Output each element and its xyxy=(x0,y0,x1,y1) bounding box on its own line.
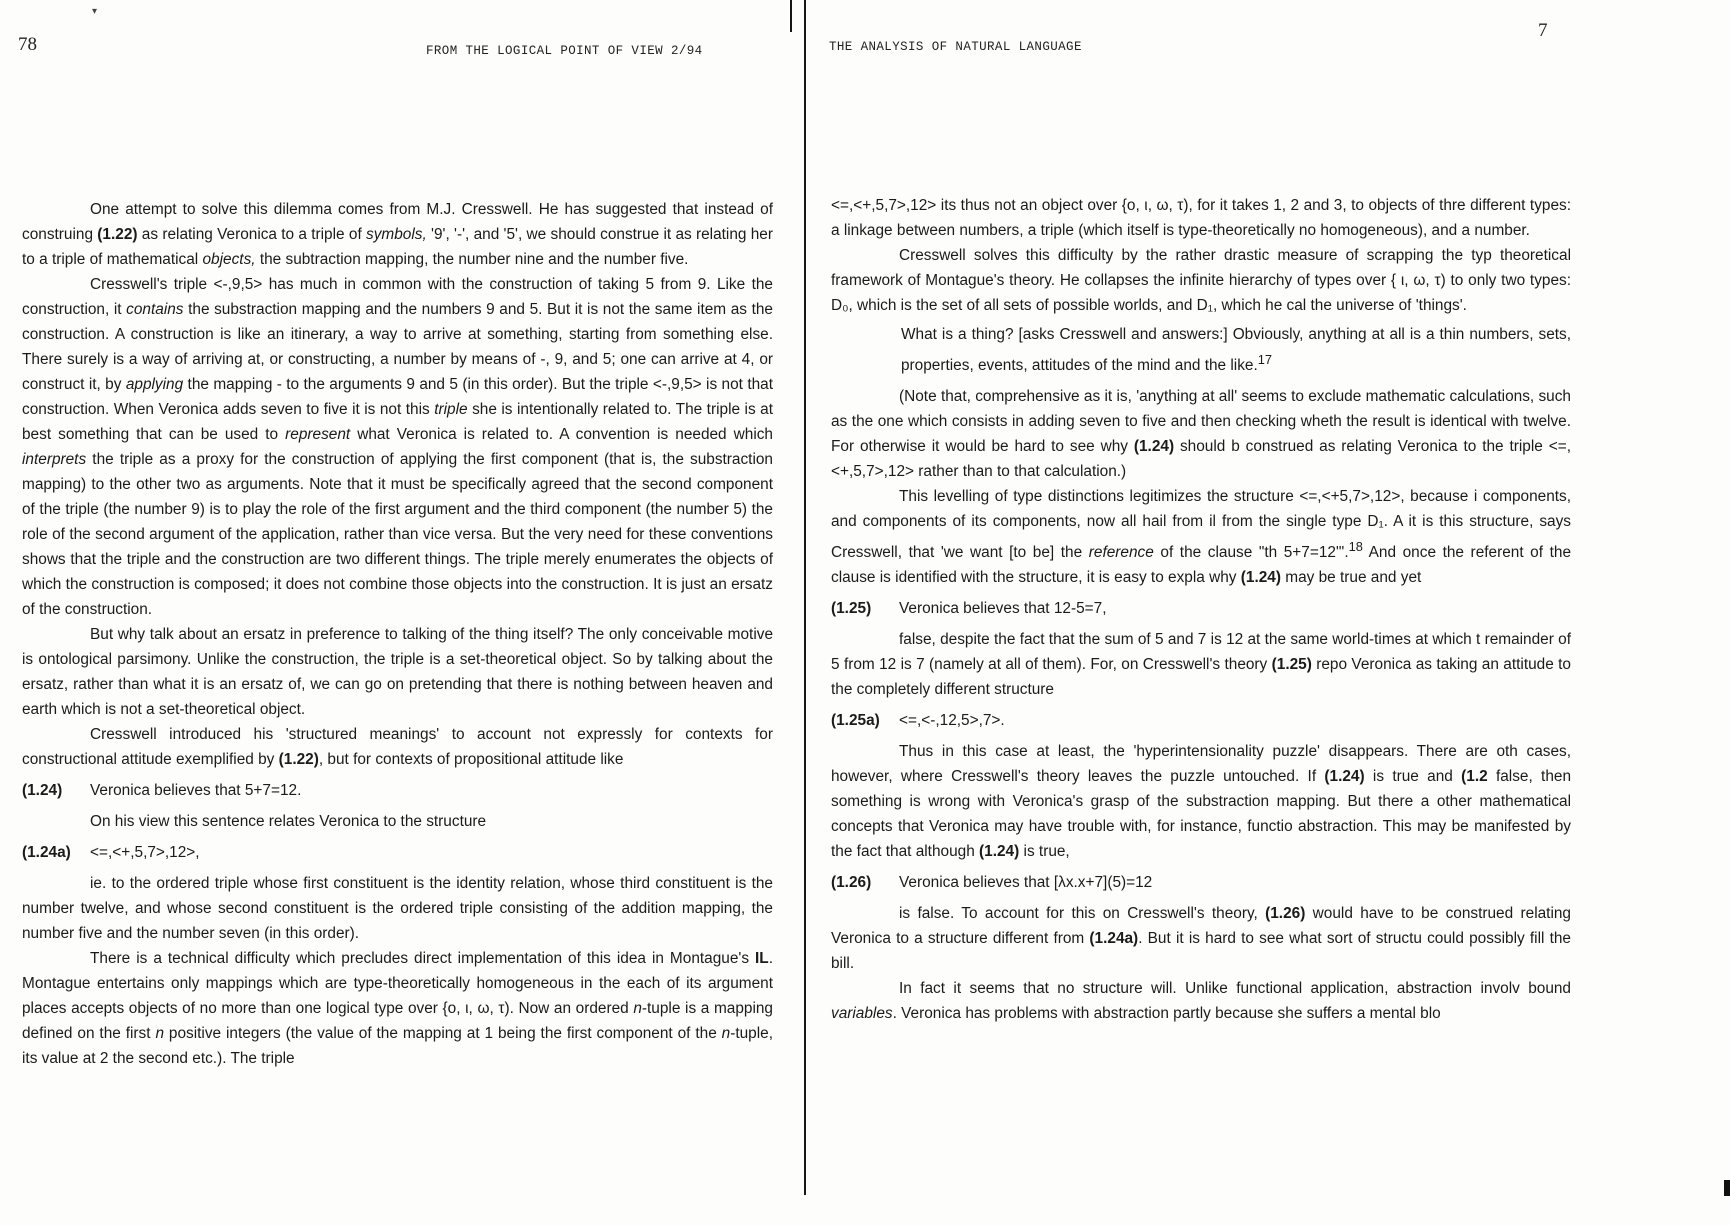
example-text: Veronica believes that 12-5=7, xyxy=(899,600,1107,618)
text-run: (1.25) xyxy=(1271,656,1312,674)
text-run: the subtraction mapping, the number nine and the number five. xyxy=(255,251,689,268)
paragraph xyxy=(831,901,1571,976)
example-label: (1.25) xyxy=(831,600,872,618)
running-head-right: THE ANALYSIS OF NATURAL LANGUAGE xyxy=(829,40,1082,54)
text-run: is false. To account for this on Cresswell's theory, xyxy=(899,905,1266,923)
text-run: In fact it seems that no structure will. Unlike functional application, abstraction involv bound xyxy=(899,980,1571,998)
text-run: One attempt to solve this dilemma comes from M.J. Cresswell. He has suggested that instead of construing xyxy=(22,201,773,243)
text-run: is true, xyxy=(1019,843,1070,861)
text-run: applying xyxy=(125,376,184,393)
paragraph xyxy=(22,197,773,272)
paragraph xyxy=(831,193,1571,243)
paragraph xyxy=(831,384,1571,484)
text-run: false, despite the fact that the sum of 5 and 7 is 12 at the same world-times at which t remainder of 5 from 12 is 7 (namely at all of them). For, on Cresswell's theory xyxy=(831,631,1571,674)
text-run: 18 xyxy=(1348,539,1363,555)
example-1-26 xyxy=(831,870,1571,895)
example-label: (1.25a) xyxy=(831,712,880,730)
text-run: (1.22) xyxy=(97,226,138,243)
text-run: variables xyxy=(831,1005,893,1023)
example-text: Veronica believes that 5+7=12. xyxy=(90,782,302,799)
paragraph xyxy=(22,871,773,946)
right-paragraphs-b xyxy=(831,384,1571,590)
text-run: contains xyxy=(126,301,184,318)
example-text: <=,<+,5,7>,12>, xyxy=(90,844,200,861)
left-paragraphs xyxy=(22,197,773,772)
text-run: -tuple, its value at 2 the second etc.). The triple xyxy=(22,1025,773,1067)
example-label: (1.26) xyxy=(831,874,872,892)
text-run: positive integers (the value of the mapping at 1 being the first component of the xyxy=(164,1025,722,1042)
running-head-left: FROM THE LOGICAL POINT OF VIEW 2/94 xyxy=(426,44,703,58)
paragraph xyxy=(22,272,773,622)
text-run: . Montague entertains only mappings which are type-theoretically homogeneous in the each of its argument places accepts objects of no more than one logical type over {ο, ι, ω, τ). Now an ordered xyxy=(22,950,773,1017)
paragraph xyxy=(831,627,1571,702)
right-body-text xyxy=(831,193,1571,1026)
block-quote xyxy=(901,322,1571,378)
paragraph xyxy=(22,946,773,1071)
continuation-text: On his view this sentence relates Veronica to the structure xyxy=(90,813,487,830)
left-page xyxy=(0,0,795,1225)
text-run: would have to be construed relating Veronica to a structure different from xyxy=(831,905,1571,948)
text-run: the mapping - to the arguments 9 and 5 (in this order). But the triple <-,9,5> is not that construction. When Veronica adds seven to five it is not this xyxy=(22,376,773,418)
text-run: (1.24) xyxy=(1240,569,1281,587)
text-run: Cresswell's triple <-,9,5> has much in common with the construction of taking 5 from 9. Like the construction, it xyxy=(22,276,773,318)
text-run: Thus in this case at least, the 'hyperintensionality puzzle' disappears. There are oth cases, however, where Cresswell's theory leaves the puzzle untouched. If xyxy=(831,743,1571,786)
text-run: . But it is hard to see what sort of structu could possibly fill the bill. xyxy=(831,930,1571,973)
text-run: This levelling of type distinctions legitimizes the structure <=,<+5,7>,12>, because i components, and components of its components, now all hail from il from the single type D₁. A it is this structure, says Cresswell, that 'we want [to be] the xyxy=(831,488,1571,562)
text-run: of the clause "th 5+7=12"'. xyxy=(1153,544,1349,562)
text-run: the substraction mapping and the numbers 9 and 5. But it is not the same item as the construction. A construction is like an itinerary, a way to arrive at something, starting from something else. There surely is a way of arriving at, or constructing, a number by means of -, 9, and 5; one can arrive at 4, or construct it, by xyxy=(22,301,773,393)
paragraph xyxy=(831,484,1571,590)
text-run: But why talk about an ersatz in preference to talking of the thing itself? The only conceivable motive is ontological parsimony. Unlike the construction, the triple is a set-theoretical object. So by talking about the ersatz, rather than what it is an ersatz of, we can go on pretending that there is nothing between heaven and earth which is not a set-theoretical object. xyxy=(22,626,773,718)
text-run: false, then something is wrong with Veronica's grasp of the substraction mapping. But there a other mathematical concepts that Veronica may have trouble with, for instance, functio abstraction. This may be manifested by the fact that although xyxy=(831,768,1572,861)
text-run: What is a thing? [asks Cresswell and answers:] Obviously, anything at all is a thin numbers, sets, properties, events, attitudes of the mind and the like. xyxy=(901,326,1571,375)
text-run: (1.24) xyxy=(1324,768,1365,786)
text-run: as relating Veronica to a triple of xyxy=(137,226,367,243)
text-run: should b construed as relating Veronica to the triple <=,<+,5,7>,12> rather than to that calculation.) xyxy=(831,438,1571,481)
example-1-24 xyxy=(22,778,773,803)
text-run: interprets xyxy=(22,451,87,468)
text-run: she is intentionally related to. The triple is at best something that can be used to xyxy=(22,401,773,443)
text-run: , but for contexts of propositional attitude like xyxy=(318,751,624,768)
example-1-25a xyxy=(831,708,1571,733)
text-run: (1.24a) xyxy=(1089,930,1139,948)
text-run: . Veronica has problems with abstraction partly because she suffers a mental blo xyxy=(892,1005,1441,1023)
text-run: -tuple is a mapping defined on the first xyxy=(22,1000,773,1042)
text-run: is true and xyxy=(1364,768,1462,786)
text-run: IL xyxy=(755,950,769,967)
example-text: Veronica believes that [λx.x+7](5)=12 xyxy=(899,874,1153,892)
text-run: n xyxy=(721,1025,731,1042)
example-label: (1.24a) xyxy=(22,844,71,861)
paragraph xyxy=(831,243,1571,318)
paragraph xyxy=(22,622,773,722)
text-run: the triple as a proxy for the construction of applying the first component (that is, the substraction mapping) to the other two as arguments. Note that it must be specifically agreed that the second component of the triple (the number 9) is to play the role of the first argument and the third component (the number 5) the role of the second argument of the application, rather than vice versa. But the very need for these conventions shows that the triple and the construction are two different things. The triple merely enumerates the objects of which the construction is composed; it does not combine those objects into the construction. It is just an ersatz of the construction. xyxy=(22,451,773,618)
left-body-text xyxy=(22,197,773,1071)
text-run: n xyxy=(155,1025,164,1042)
left-paragraphs-2 xyxy=(22,871,773,1071)
text-run: (1.2 xyxy=(1461,768,1488,786)
scan-mark: ▾ xyxy=(92,6,98,17)
paragraph xyxy=(831,739,1571,864)
text-run: (Note that, comprehensive as it is, 'anything at all' seems to exclude mathematic calculations, such as the one which consists in adding seven to five and then checking wheth the result is identical with twelve. For otherwise it would be hard to see why xyxy=(831,388,1571,456)
text-run: symbols, xyxy=(366,226,427,243)
text-run: what Veronica is related to. A convention is needed which xyxy=(350,426,773,443)
text-run: (1.24) xyxy=(1133,438,1175,456)
text-run: Cresswell solves this difficulty by the rather drastic measure of scrapping the typ theoretical framework of Montague's theory. He collapses the infinite hierarchy of types over { ι, ω, τ) to only two types: D₀, which is the set of all sets of possible worlds, and D₁, which he cal the universe of 'things'. xyxy=(831,247,1571,314)
paragraph xyxy=(831,976,1571,1026)
text-run: may be true and yet xyxy=(1280,569,1422,587)
text-run: triple xyxy=(434,401,468,418)
right-page xyxy=(800,0,1730,1225)
text-run: And once the referent of the clause is identified with the structure, it is easy to expla why xyxy=(831,544,1572,587)
text-run: reference xyxy=(1088,544,1154,562)
text-run: repo Veronica as taking an attitude to the completely different structure xyxy=(831,656,1571,699)
text-run: '9', '-', and '5', we should construe it as relating her to a triple of mathematical xyxy=(22,226,773,268)
text-run: (1.22) xyxy=(278,751,319,768)
text-run: There is a technical difficulty which precludes direct implementation of this idea in Montague's xyxy=(90,950,756,967)
text-run: ie. to the ordered triple whose first constituent is the identity relation, whose third constituent is the number twelve, and whose second constituent is the ordered triple consisting of the addition mapping, the number five and the number seven (in this order). xyxy=(22,875,773,942)
text-run: represent xyxy=(285,426,351,443)
right-paragraphs xyxy=(831,193,1571,318)
text-run: n xyxy=(633,1000,642,1017)
example-1-25 xyxy=(831,596,1571,621)
example-text: <=,<-,12,5>,7>. xyxy=(899,712,1005,730)
paragraph xyxy=(22,722,773,772)
example-label: (1.24) xyxy=(22,782,63,799)
example-1-24a xyxy=(22,840,773,865)
text-run: Cresswell introduced his 'structured meanings' to account not expressly for contexts for constructional attitude exemplified by xyxy=(22,726,773,768)
text-run: objects, xyxy=(202,251,256,268)
text-run: (1.24) xyxy=(979,843,1020,861)
text-run: (1.26) xyxy=(1265,905,1306,923)
page-number-right: 7 xyxy=(1538,20,1548,41)
text-run: 17 xyxy=(1257,352,1273,367)
page-number-left: 78 xyxy=(18,34,37,55)
text-run: <=,<+,5,7>,12> its thus not an object over {ο, ι, ω, τ), for it takes 1, 2 and 3, to objects of thre different types: a linkage between numbers, a triple (which itself is type-theoretically no homogeneous), and a number. xyxy=(831,197,1571,239)
